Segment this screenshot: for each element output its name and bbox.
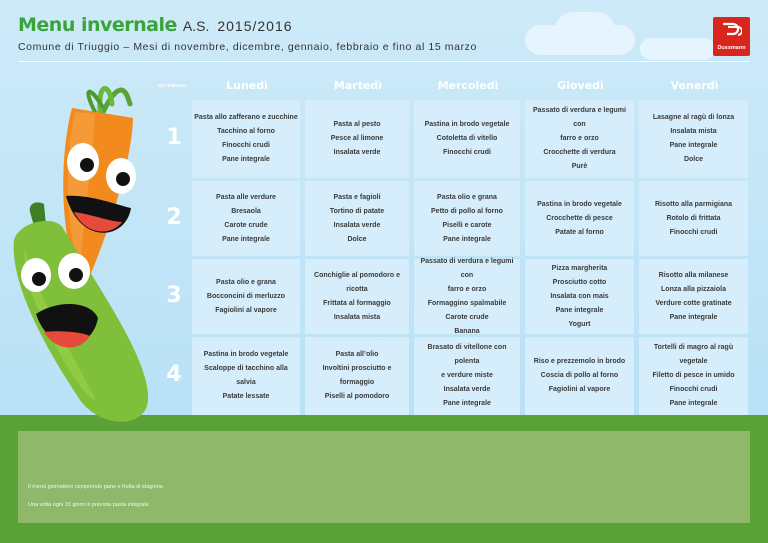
logo-text: Dussmann	[717, 45, 746, 51]
dish-item: Lasagne al ragù di lonza	[652, 114, 735, 121]
dish-item: Pasta all’olio	[335, 351, 379, 358]
dish-item: Pane integrale	[669, 400, 718, 407]
dish-item: Involtini prosciutto e formaggio	[322, 365, 392, 386]
dish-item: Finocchi crudi	[222, 142, 270, 149]
week-number: 2	[166, 204, 182, 230]
day-header: Mercoledì	[437, 79, 499, 92]
dish-item: Crocchette di verdura	[543, 149, 616, 156]
dish-item: Yogurt	[568, 320, 591, 328]
dish-item: Pane integrale	[669, 313, 718, 321]
dish-item: Crocchette di pesce	[546, 214, 613, 222]
dish-item: Pastina in brodo vegetale	[537, 200, 622, 208]
dish-item: Piselli e carote	[442, 221, 492, 229]
dish-item: Lonza alla pizzaiola	[661, 285, 726, 293]
dish-item: Insalata con mais	[550, 292, 609, 300]
note-bread-fruit: Il menù giornaliero comprende pane e frutta di stagione.	[28, 484, 165, 490]
dish-item: farro e orzo	[560, 135, 599, 142]
dish-item: Passato di verdura e legumi con	[533, 107, 626, 128]
school-year: 2015/2016	[217, 18, 293, 34]
dish-item: Coscia di pollo al forno	[540, 372, 619, 379]
dish-item: Riso e prezzemolo in brodo	[533, 358, 626, 365]
dish-item: Insalata verde	[333, 221, 381, 229]
dish-item: Tortelli di magro al ragù	[653, 344, 734, 351]
school-year-label: A.S.	[182, 18, 210, 34]
dish-item: Frittata al formaggio	[323, 299, 391, 307]
dish-item: Dolce	[683, 156, 704, 163]
dish-item: Pizza margherita	[551, 264, 608, 272]
dish-item: Piselli al pomodoro	[324, 393, 390, 400]
dish-item: Insalata mista	[670, 128, 717, 135]
dish-item: Fagiolini al vapore	[548, 386, 611, 393]
dish-item: Tortino di patate	[329, 207, 385, 215]
dish-item: Pane integrale	[443, 235, 491, 243]
dish-item: Dolce	[347, 235, 367, 243]
week-number: 1	[166, 125, 182, 150]
day-header: Lunedì	[226, 79, 268, 92]
dish-item: Insalata verde	[443, 386, 491, 393]
dish-item: farro e orzo	[447, 285, 487, 293]
dish-item: Scaloppe di tacchino alla salvia	[204, 365, 288, 386]
dish-item: Pasta olio e grana	[216, 278, 276, 286]
dish-item: Pane integrale	[669, 142, 718, 149]
day-header: Giovedì	[557, 79, 604, 92]
dish-item: Pane integrale	[222, 156, 270, 163]
dish-item: Patate al forno	[555, 228, 604, 236]
dish-item: Pane integrale	[222, 235, 270, 243]
dish-item: Verdure cotte gratinate	[655, 299, 732, 307]
dish-item: Finocchi crudi	[669, 228, 718, 236]
dish-item: Pane integrale	[555, 306, 604, 314]
dish-item: Patate lessate	[222, 393, 270, 400]
week-number: 4	[166, 362, 182, 387]
dish-item: Formaggino spalmabile	[427, 299, 507, 307]
dish-item: Pasta olio e grana	[437, 193, 497, 201]
dish-item: Pastina in brodo vegetale	[424, 121, 510, 128]
dish-item: Pesce al limone	[330, 135, 384, 142]
dish-item: Pasta e fagioli	[333, 193, 381, 201]
dish-item: Cotoletta di vitello	[436, 135, 498, 142]
dish-item: Insalata mista	[333, 313, 381, 321]
dish-item: Finocchi crudi	[669, 386, 718, 393]
dish-item: Pane integrale	[443, 400, 491, 407]
dish-item: Petto di pollo al forno	[431, 207, 503, 215]
note-wholegrain: Una volta ogni 15 giorni è prevista pasta integrale.	[28, 502, 151, 508]
dish-item: Passato di verdura e legumi con	[420, 257, 514, 279]
dish-item: Pasta allo zafferano e zucchine	[194, 114, 298, 121]
dish-item: Bocconcini di merluzzo	[206, 292, 286, 300]
dish-item: Pasta al pesto	[333, 121, 381, 128]
dish-item: Insalata verde	[333, 149, 381, 156]
notes-box	[18, 431, 750, 523]
dish-item: Risotto alla milanese	[658, 271, 729, 279]
page-title: Menu invernale	[18, 14, 177, 36]
dish-item: vegetale	[679, 358, 708, 365]
dish-item: Pasta alle verdure	[216, 193, 276, 201]
dish-item: Finocchi crudi	[443, 149, 491, 156]
day-header: Venerdì	[670, 79, 719, 92]
subtitle: Comune di Triuggio – Mesi di novembre, dicembre, gennaio, febbraio e fino al 15 marzo	[18, 41, 477, 53]
dish-item: Conchiglie al pomodoro e ricotta	[314, 271, 400, 293]
day-header: Martedì	[333, 79, 383, 92]
week-number: 3	[166, 282, 182, 308]
dish-item: Rotolo di frittata	[666, 214, 721, 222]
dish-item: Prosciutto cotto	[552, 278, 607, 286]
dish-item: Brasato di vitellone con polenta	[427, 344, 507, 365]
dish-item: Purè	[571, 163, 588, 170]
dish-item: Carote crude	[224, 221, 268, 229]
dish-item: Carote crude	[445, 313, 489, 321]
dish-item: Fagiolini al vapore	[215, 306, 277, 314]
dish-item: Banana	[454, 327, 480, 335]
dish-item: Risotto alla parmigiana	[654, 200, 733, 208]
dish-item: e verdure miste	[441, 372, 493, 379]
week-column-header: SETTIMANA	[158, 83, 187, 88]
dish-item: Pastina in brodo vegetale	[203, 351, 289, 358]
dish-item: Tacchino al forno	[217, 128, 275, 135]
dish-item: Filetto di pesce in umido	[652, 372, 735, 379]
dish-item: Bresaola	[231, 207, 261, 215]
